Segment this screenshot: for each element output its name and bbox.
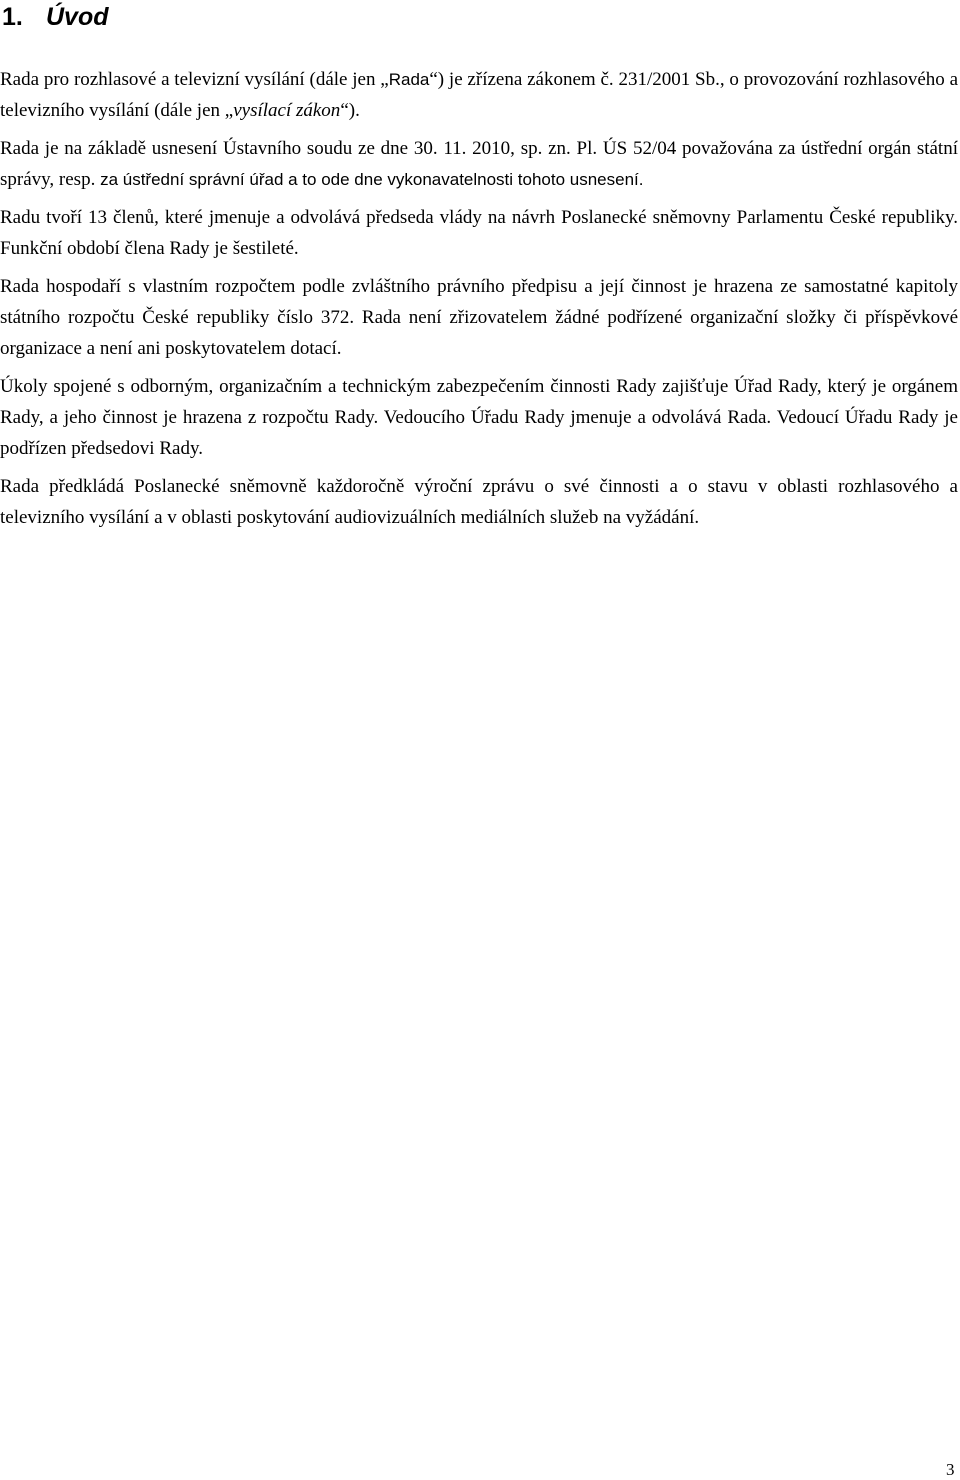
text-segment: Rada pro rozhlasové a televizní vysílání (dále jen „	[0, 69, 389, 90]
paragraph-annual-report	[0, 471, 958, 533]
section-number: 1.	[2, 3, 23, 31]
paragraph-establishment	[0, 64, 958, 126]
text-segment: “).	[340, 100, 360, 121]
paragraph-members	[0, 202, 958, 264]
text-segment: Rada je na základě usnesení Ústavního soudu ze dne 30. 11. 2010, sp. zn. Pl. ÚS 52/04 považována za ústřední orgán státní správy, resp.	[0, 138, 958, 190]
text-segment: “) je zřízena zákonem č. 231/2001 Sb., o provozování rozhlasového a televizního vysílání (dále jen „	[0, 69, 959, 121]
section-title: Úvod	[46, 3, 109, 31]
paragraph-budget	[0, 271, 958, 364]
page-number: 3	[946, 1460, 955, 1479]
section-heading	[2, 0, 109, 34]
text-segment: Rada předkládá Poslanecké sněmovně každoročně výroční zprávu o své činnosti a o stavu v oblasti rozhlasového a televizního vysílání a v oblasti poskytování audiovizuálních mediálních služeb na vyžádání.	[0, 476, 958, 528]
defined-term-rada: Rada	[388, 70, 430, 89]
text-segment: Rada hospodaří s vlastním rozpočtem podle zvláštního právního předpisu a její činnost je hrazena ze samostatné kapitoly státního rozpočtu České republiky číslo 372. Rada není zřizovatelem žádné podřízené organizační složky či příspěvkové organizace a není ani poskytovatelem dotací.	[0, 276, 958, 359]
text-segment-sans: za ústřední správní úřad a to ode dne vykonavatelnosti tohoto usnesení.	[100, 170, 644, 189]
paragraph-legal-status	[0, 133, 958, 195]
text-segment: Úkoly spojené s odborným, organizačním a technickým zabezpečením činnosti Rady zajišťuje Úřad Rady, který je orgánem Rady, a jeho činnost je hrazena z rozpočtu Rady. Vedoucího Úřadu Rady jmenuje a odvolává Rada. Vedoucí Úřadu Rady je podřízen předsedovi Rady.	[0, 376, 958, 459]
paragraph-office	[0, 371, 958, 464]
defined-term-vysilaci-zakon: vysílací zákon	[233, 100, 341, 121]
body-text	[0, 64, 958, 540]
text-segment: Radu tvoří 13 členů, které jmenuje a odvolává předseda vlády na návrh Poslanecké sněmovny Parlamentu České republiky. Funkční období člena Rady je šestileté.	[0, 207, 958, 259]
